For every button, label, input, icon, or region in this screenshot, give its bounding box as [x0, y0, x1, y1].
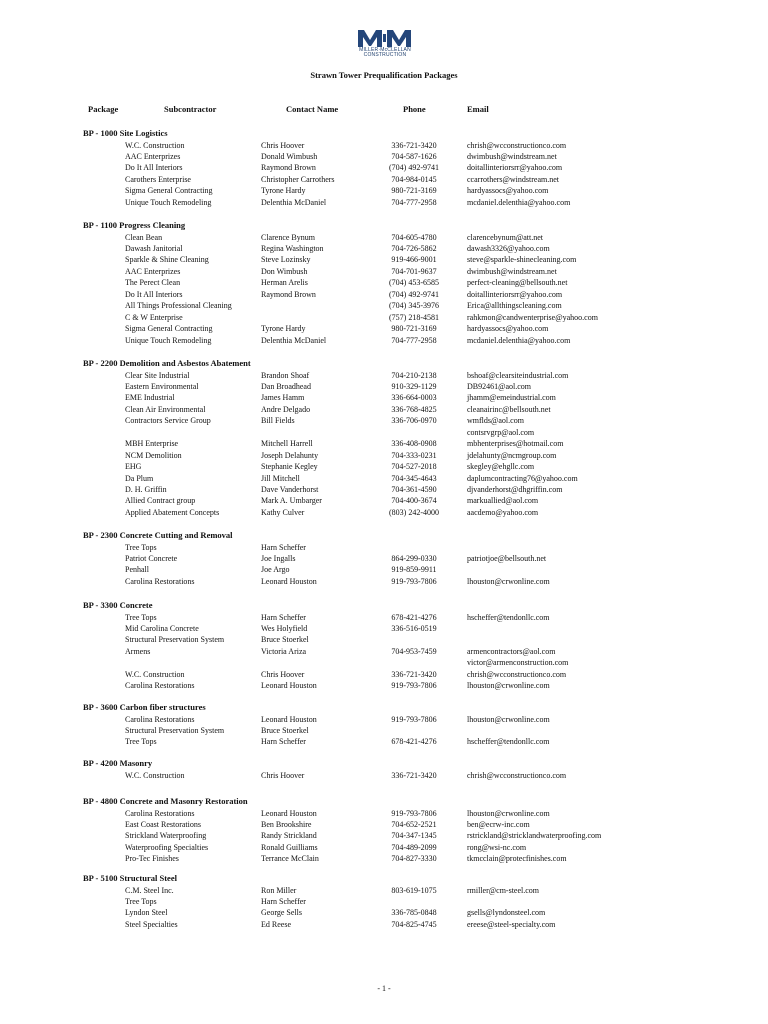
- email-address[interactable]: chrish@wcconstructionco.com: [467, 669, 567, 679]
- email-address[interactable]: rmiller@cm-steel.com: [467, 885, 540, 895]
- table-row: [0, 819, 768, 830]
- email-address[interactable]: mcdaniel.delenthia@yahoo.com: [467, 335, 571, 345]
- table-row: [0, 140, 768, 151]
- subcontractor-name: Allied Contract group: [125, 496, 196, 506]
- contact-name: Ronald Guilliams: [261, 842, 318, 852]
- phone-number: 919-793-7806: [391, 576, 437, 586]
- email-address[interactable]: patriotjoe@bellsouth.net: [467, 553, 547, 563]
- email-address[interactable]: ccarrothers@windstream.net: [467, 174, 559, 184]
- subcontractor-name: Strickland Waterproofing: [125, 831, 207, 841]
- table-row: [0, 438, 768, 449]
- document-title: Strawn Tower Prequalification Packages: [310, 70, 458, 80]
- logo-mark: [356, 28, 414, 48]
- table-row: [0, 907, 768, 918]
- email-address[interactable]: jdelahunty@ncmgroup.com: [467, 450, 557, 460]
- subcontractor-name: NCM Demolition: [125, 450, 182, 460]
- email-address[interactable]: lhouston@crwonline.com: [467, 714, 550, 724]
- contact-name: Mitchell Harrell: [261, 439, 313, 449]
- email-address[interactable]: doitallinteriorsrr@yahoo.com: [467, 289, 563, 299]
- subcontractor-name: Sparkle & Shine Cleaning: [125, 255, 209, 265]
- contact-name: Leonard Houston: [261, 714, 317, 724]
- email-address[interactable]: chrish@wcconstructionco.com: [467, 770, 567, 780]
- phone-number: 704-489-2099: [391, 842, 437, 852]
- phone-number: 678-421-4276: [391, 737, 437, 747]
- package-section-title: BP - 1000 Site Logistics: [83, 128, 168, 138]
- email-address[interactable]: dawash3326@yahoo.com: [467, 243, 550, 253]
- email-address[interactable]: hscheffer@tendonllc.com: [467, 612, 550, 622]
- package-section-title: BP - 1100 Progress Cleaning: [83, 220, 186, 230]
- phone-number: 704-605-4780: [391, 232, 437, 242]
- phone-number: 336-721-3420: [391, 669, 437, 679]
- table-row: [0, 392, 768, 403]
- email-address[interactable]: steve@sparkle-shinecleaning.com: [467, 255, 577, 265]
- table-row: [0, 770, 768, 781]
- contact-name: Bill Fields: [261, 416, 295, 426]
- subcontractor-name: Tree Tops: [125, 737, 157, 747]
- phone-number: (704) 345-3976: [389, 301, 439, 311]
- table-row: [0, 495, 768, 506]
- phone-number: 704-210-2138: [391, 370, 437, 380]
- contact-name: Raymond Brown: [261, 289, 316, 299]
- contact-name: Randy Strickland: [261, 831, 317, 841]
- contact-name: George Sells: [261, 908, 302, 918]
- contact-name: Brandon Shoaf: [261, 370, 310, 380]
- phone-number: 704-701-9637: [391, 266, 437, 276]
- phone-number: 704-347-1345: [391, 831, 437, 841]
- subcontractor-name: Lyndon Steel: [125, 908, 168, 918]
- subcontractor-name: East Coast Restorations: [125, 819, 201, 829]
- contact-name: Leonard Houston: [261, 808, 317, 818]
- phone-number: 704-361-4590: [391, 485, 437, 494]
- phone-number: 336-516-0519: [391, 623, 437, 633]
- contact-name: Raymond Brown: [261, 163, 316, 173]
- email-address[interactable]: mcdaniel.delenthia@yahoo.com: [467, 197, 571, 207]
- phone-number: 704-345-4643: [391, 473, 437, 483]
- contact-name: Ben Brookshire: [261, 819, 312, 829]
- phone-number: 980-721-3169: [391, 324, 437, 334]
- phone-number: 336-408-0908: [391, 439, 437, 449]
- phone-number: 864-299-0330: [391, 553, 437, 563]
- subcontractor-name: Waterproofing Specialties: [125, 842, 209, 852]
- email-address[interactable]: djvanderhorst@dhgriffin.com: [467, 485, 563, 494]
- email-address[interactable]: rahkmon@candwenterprise@yahoo.com: [467, 312, 598, 322]
- subcontractor-name: Clean Bean: [125, 232, 163, 242]
- contact-name: Joe Argo: [261, 565, 290, 575]
- page-number: - 1 -: [377, 984, 391, 993]
- email-address[interactable]: cleanairinc@bellsouth.net: [467, 404, 551, 414]
- email-address[interactable]: hscheffer@tendonllc.com: [467, 737, 550, 747]
- email-address[interactable]: contsrvgrp@aol.com: [467, 427, 535, 437]
- email-address[interactable]: jhamm@emeindustrial.com: [467, 393, 556, 403]
- table-row: [0, 254, 768, 265]
- contact-name: Delenthia McDaniel: [261, 197, 327, 207]
- subcontractor-name: Tree Tops: [125, 896, 157, 906]
- email-address[interactable]: lhouston@crwonline.com: [467, 808, 550, 818]
- table-row: [0, 174, 768, 185]
- subcontractor-name: W.C. Construction: [125, 669, 185, 679]
- email-address[interactable]: mbhenterprises@hotmail.com: [467, 439, 564, 449]
- table-row: [0, 151, 768, 162]
- subcontractor-name: EHG: [125, 462, 142, 472]
- table-row: [0, 300, 768, 311]
- email-address[interactable]: gsells@lyndonsteel.com: [467, 908, 546, 918]
- table-row: [0, 381, 768, 392]
- email-address[interactable]: lhouston@crwonline.com: [467, 576, 550, 586]
- email-address[interactable]: rong@wsi-nc.com: [467, 842, 527, 852]
- table-row: [0, 461, 768, 472]
- contact-name: Christopher Carrothers: [261, 174, 335, 184]
- subcontractor-name: Carolina Restorations: [125, 808, 195, 818]
- phone-number: 336-706-0970: [391, 416, 437, 426]
- subcontractor-name: C & W Enterprise: [125, 312, 183, 322]
- contact-name: Ron Miller: [261, 885, 297, 895]
- table-row: [0, 830, 768, 841]
- contact-name: Bruce Stoerkel: [261, 725, 309, 735]
- subcontractor-name: Da Plum: [125, 473, 154, 483]
- package-section-title: BP - 3600 Carbon fiber structures: [83, 702, 206, 712]
- contact-name: Donald Wimbush: [261, 151, 318, 161]
- contact-name: Dan Broadhead: [261, 381, 311, 391]
- subcontractor-name: Carothers Enterprise: [125, 174, 191, 184]
- subcontractor-name: Unique Touch Remodeling: [125, 335, 212, 345]
- subcontractor-name: Clean Air Environmental: [125, 404, 206, 414]
- contact-name: Mark A. Umbarger: [261, 496, 322, 506]
- header-subcontractor: Subcontractor: [164, 104, 217, 114]
- phone-number: 704-726-5862: [391, 243, 437, 253]
- contact-name: Wes Holyfield: [261, 623, 308, 633]
- contact-name: Tyrone Hardy: [261, 186, 306, 196]
- table-row: [0, 725, 768, 736]
- table-row: [0, 507, 768, 518]
- subcontractor-name: All Things Professional Cleaning: [125, 301, 232, 311]
- subcontractor-name: D. H. Griffin: [125, 485, 167, 494]
- phone-number: 704-984-0145: [391, 174, 437, 184]
- subcontractor-name: Carolina Restorations: [125, 681, 195, 691]
- phone-number: 336-768-4825: [391, 404, 437, 414]
- email-address[interactable]: daplumcontracting76@yahoo.com: [467, 473, 578, 483]
- table-row: [0, 646, 768, 657]
- header-phone: Phone: [403, 104, 426, 114]
- package-section-title: BP - 4200 Masonry: [83, 758, 153, 768]
- contact-name: Harn Scheffer: [261, 612, 306, 622]
- contact-name: Chris Hoover: [261, 669, 305, 679]
- email-address[interactable]: bshoaf@clearsiteindustrial.com: [467, 370, 569, 380]
- table-row: [0, 277, 768, 288]
- contact-name: Herman Arelis: [261, 278, 308, 288]
- table-row: [0, 680, 768, 691]
- contact-name: Kathy Culver: [261, 507, 305, 517]
- email-address[interactable]: perfect-cleaning@bellsouth.net: [467, 278, 568, 288]
- contact-name: Joseph Delahunty: [261, 450, 319, 460]
- phone-number: (803) 242-4000: [389, 507, 439, 517]
- email-address[interactable]: ereese@steel-specialty.com: [467, 919, 556, 929]
- table-row: [0, 842, 768, 853]
- contact-name: Ed Reese: [261, 919, 291, 929]
- table-row: [0, 919, 768, 930]
- contact-name: Leonard Houston: [261, 576, 317, 586]
- table-row: [0, 473, 768, 484]
- table-row: [0, 415, 768, 426]
- phone-number: (704) 492-9741: [389, 289, 439, 299]
- table-row: [0, 714, 768, 725]
- table-row: [0, 623, 768, 634]
- subcontractor-name: Structural Preservation System: [125, 635, 225, 645]
- table-row: [0, 736, 768, 747]
- table-row: [0, 542, 768, 553]
- logo-caption: [352, 48, 418, 58]
- phone-number: 704-400-3674: [391, 496, 437, 506]
- phone-number: 336-664-0003: [391, 393, 437, 403]
- contact-name: Harn Scheffer: [261, 542, 306, 552]
- table-row: [0, 323, 768, 334]
- subcontractor-name: Structural Preservation System: [125, 725, 225, 735]
- email-address[interactable]: victor@armenconstruction.com: [467, 658, 569, 668]
- subcontractor-name: Clear Site Industrial: [125, 370, 190, 380]
- subcontractor-name: Sigma General Contracting: [125, 324, 213, 334]
- table-row: [0, 197, 768, 208]
- subcontractor-name: Dawash Janitorial: [125, 243, 183, 253]
- contact-name: Tyrone Hardy: [261, 324, 306, 334]
- table-row: [0, 162, 768, 173]
- table-row: [0, 896, 768, 907]
- contact-name: Regina Washington: [261, 243, 324, 253]
- contact-name: Chris Hoover: [261, 770, 305, 780]
- email-address[interactable]: doitallinteriorsrr@yahoo.com: [467, 163, 563, 173]
- header-contact-name: Contact Name: [286, 104, 339, 114]
- contact-name: Dave Vanderhorst: [261, 485, 319, 494]
- phone-number: 336-785-0848: [391, 908, 437, 918]
- table-row: [0, 370, 768, 381]
- email-address[interactable]: hardyassocs@yahoo.com: [467, 186, 549, 196]
- email-address[interactable]: skegley@ehgllc.com: [467, 462, 535, 472]
- table-row: [0, 484, 768, 495]
- phone-number: 678-421-4276: [391, 612, 437, 622]
- contact-name: Steve Lozinsky: [261, 255, 311, 265]
- email-address[interactable]: Erica@allthingscleaning.com: [467, 301, 562, 311]
- contact-name: James Hamm: [261, 393, 305, 403]
- phone-number: 704-652-2521: [391, 819, 437, 829]
- contact-name: Jill Mitchell: [261, 473, 300, 483]
- subcontractor-name: Sigma General Contracting: [125, 186, 213, 196]
- subcontractor-name: C.M. Steel Inc.: [125, 885, 174, 895]
- email-address[interactable]: wmflds@aol.com: [467, 416, 524, 426]
- package-section-title: BP - 5100 Structural Steel: [83, 873, 177, 883]
- subcontractor-name: Pro-Tec Finishes: [125, 854, 179, 864]
- subcontractor-name: MBH Enterprise: [125, 439, 179, 449]
- subcontractor-name: Carolina Restorations: [125, 714, 195, 724]
- phone-number: (704) 492-9741: [389, 163, 439, 173]
- contact-name: Leonard Houston: [261, 681, 317, 691]
- phone-number: 803-619-1075: [391, 885, 437, 895]
- phone-number: 919-859-9911: [391, 565, 437, 575]
- email-address[interactable]: clarencebynum@att.net: [467, 232, 543, 242]
- subcontractor-name: W.C. Construction: [125, 770, 185, 780]
- phone-number: 704-333-0231: [391, 450, 437, 460]
- table-row: [0, 185, 768, 196]
- package-section-title: BP - 2200 Demolition and Asbestos Abatement: [83, 358, 251, 368]
- phone-number: 704-527-2018: [391, 462, 437, 472]
- email-address[interactable]: aacdemo@yahoo.com: [467, 507, 539, 517]
- table-row: [0, 404, 768, 415]
- table-row: [0, 335, 768, 346]
- subcontractor-name: Tree Tops: [125, 612, 157, 622]
- subcontractor-name: Penhall: [125, 565, 149, 575]
- table-row: [0, 312, 768, 323]
- phone-number: 919-793-7806: [391, 681, 437, 691]
- subcontractor-name: AAC Enterprizes: [125, 266, 181, 276]
- table-row: [0, 634, 768, 645]
- subcontractor-name: Do It All Interiors: [125, 163, 183, 173]
- phone-number: 704-587-1626: [391, 151, 437, 161]
- table-row: [0, 853, 768, 864]
- subcontractor-name: Eastern Environmental: [125, 381, 199, 391]
- phone-number: 704-827-3330: [391, 854, 437, 864]
- table-row: [0, 576, 768, 587]
- table-row: [0, 232, 768, 243]
- contact-name: Bruce Stoerkel: [261, 635, 309, 645]
- contact-name: Andre Delgado: [261, 404, 311, 414]
- phone-number: 910-329-1129: [391, 381, 437, 391]
- phone-number: 336-721-3420: [391, 770, 437, 780]
- table-row: [0, 266, 768, 277]
- email-address[interactable]: lhouston@crwonline.com: [467, 681, 550, 691]
- subcontractor-name: Unique Touch Remodeling: [125, 197, 212, 207]
- table-row: [0, 289, 768, 300]
- subcontractor-name: AAC Enterprizes: [125, 151, 181, 161]
- logo-subtitle-2: CONSTRUCTION: [363, 52, 407, 58]
- table-row: [0, 243, 768, 254]
- contact-name: Terrance McClain: [261, 854, 319, 864]
- subcontractor-name: Armens: [125, 646, 151, 656]
- table-row: [0, 553, 768, 564]
- contact-name: Harn Scheffer: [261, 737, 306, 747]
- table-row: [0, 427, 768, 438]
- subcontractor-name: Do It All Interiors: [125, 289, 183, 299]
- table-row: [0, 450, 768, 461]
- phone-number: 919-793-7806: [391, 714, 437, 724]
- contact-name: Clarence Bynum: [261, 232, 315, 242]
- contact-name: Harn Scheffer: [261, 896, 306, 906]
- header-email: Email: [467, 104, 489, 114]
- subcontractor-name: The Perect Clean: [125, 278, 181, 288]
- subcontractor-name: Steel Specialties: [125, 919, 178, 929]
- email-address[interactable]: markuallied@aol.com: [467, 496, 539, 506]
- contact-name: Chris Hoover: [261, 140, 305, 150]
- email-address[interactable]: tkmcclain@protecfinishes.com: [467, 854, 567, 864]
- phone-number: 704-825-4745: [391, 919, 437, 929]
- logo-subtitle-1: MILLER·McCLELLAN: [359, 47, 411, 53]
- phone-number: 980-721-3169: [391, 186, 437, 196]
- phone-number: 336-721-3420: [391, 140, 437, 150]
- subcontractor-name: Carolina Restorations: [125, 576, 195, 586]
- email-address[interactable]: armencontractors@aol.com: [467, 646, 556, 656]
- contact-name: Don Wimbush: [261, 266, 308, 276]
- subcontractor-name: EME Industrial: [125, 393, 175, 403]
- phone-number: 704-777-2958: [391, 335, 437, 345]
- table-row: [0, 885, 768, 896]
- package-section-title: BP - 3300 Concrete: [83, 600, 153, 610]
- email-address[interactable]: chrish@wcconstructionco.com: [467, 140, 567, 150]
- table-row: [0, 808, 768, 819]
- subcontractor-name: Contractors Service Group: [125, 416, 211, 426]
- table-row: [0, 657, 768, 668]
- subcontractor-name: Patriot Concrete: [125, 553, 178, 563]
- package-section-title: BP - 2300 Concrete Cutting and Removal: [83, 530, 233, 540]
- table-row: [0, 564, 768, 575]
- subcontractor-name: W.C. Construction: [125, 140, 185, 150]
- email-address[interactable]: rstrickland@stricklandwaterproofing.com: [467, 831, 602, 841]
- phone-number: (704) 453-6585: [389, 278, 439, 288]
- email-address[interactable]: dwimbush@windstream.net: [467, 151, 557, 161]
- email-address[interactable]: DB92461@aol.com: [467, 381, 532, 391]
- phone-number: (757) 218-4581: [389, 312, 439, 322]
- header-package: Package: [88, 104, 119, 114]
- contact-name: Stephanie Kegley: [261, 462, 318, 472]
- contact-name: Joe Ingalls: [261, 553, 296, 563]
- package-section-title: BP - 4800 Concrete and Masonry Restoration: [83, 796, 248, 806]
- phone-number: 919-793-7806: [391, 808, 437, 818]
- subcontractor-name: Mid Carolina Concrete: [125, 623, 199, 633]
- email-address[interactable]: ben@ecrw-inc.com: [467, 819, 530, 829]
- email-address[interactable]: hardyassocs@yahoo.com: [467, 324, 549, 334]
- phone-number: 704-777-2958: [391, 197, 437, 207]
- subcontractor-name: Applied Abatement Concepts: [125, 507, 220, 517]
- contact-name: Delenthia McDaniel: [261, 335, 327, 345]
- subcontractor-name: Tree Tops: [125, 542, 157, 552]
- table-row: [0, 669, 768, 680]
- phone-number: 919-466-9001: [391, 255, 437, 265]
- phone-number: 704-953-7459: [391, 646, 437, 656]
- contact-name: Victoria Ariza: [261, 646, 307, 656]
- table-row: [0, 612, 768, 623]
- email-address[interactable]: dwimbush@windstream.net: [467, 266, 557, 276]
